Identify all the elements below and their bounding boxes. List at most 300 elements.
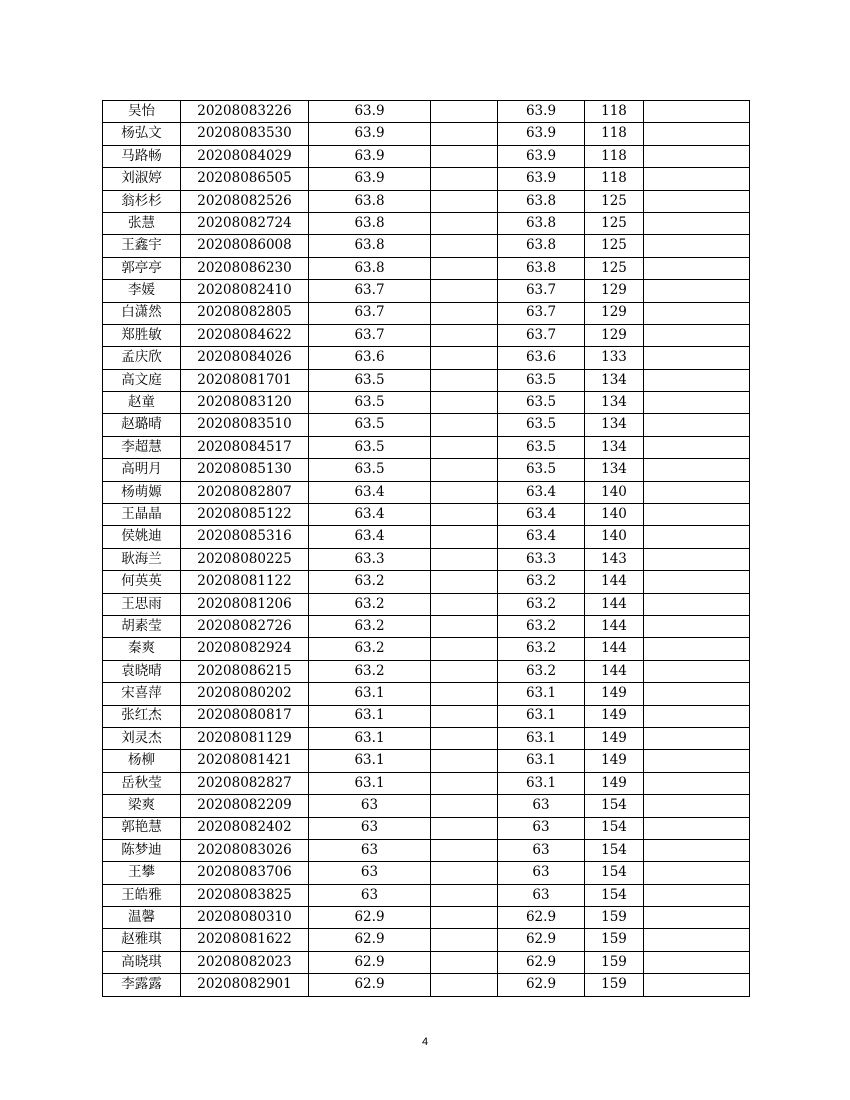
bonus-score-cell xyxy=(431,280,498,302)
remarks-cell xyxy=(644,839,750,861)
rank-cell: 129 xyxy=(585,302,644,324)
table-row xyxy=(103,504,750,526)
bonus-score-cell xyxy=(431,123,498,145)
bonus-score-cell xyxy=(431,145,498,167)
exam-id-cell: 20208081622 xyxy=(181,929,309,951)
total-score-cell: 63.8 xyxy=(498,212,585,234)
table-row xyxy=(103,235,750,257)
bonus-score-cell xyxy=(431,750,498,772)
rank-cell: 118 xyxy=(585,145,644,167)
exam-id-cell: 20208081206 xyxy=(181,593,309,615)
bonus-score-cell xyxy=(431,481,498,503)
name-cell: 赵雅琪 xyxy=(103,929,181,951)
rank-cell: 159 xyxy=(585,907,644,929)
exam-id-cell: 20208080225 xyxy=(181,548,309,570)
written-score-cell: 63.2 xyxy=(309,593,431,615)
remarks-cell xyxy=(644,324,750,346)
remarks-cell xyxy=(644,392,750,414)
rank-cell: 125 xyxy=(585,190,644,212)
written-score-cell: 63.1 xyxy=(309,727,431,749)
name-cell: 刘淑婷 xyxy=(103,168,181,190)
written-score-cell: 63.8 xyxy=(309,212,431,234)
table-row xyxy=(103,907,750,929)
rank-cell: 129 xyxy=(585,324,644,346)
exam-id-cell: 20208086215 xyxy=(181,660,309,682)
rank-cell: 140 xyxy=(585,526,644,548)
name-cell: 赵童 xyxy=(103,392,181,414)
table-row xyxy=(103,280,750,302)
total-score-cell: 63 xyxy=(498,884,585,906)
table-row xyxy=(103,974,750,996)
name-cell: 王皓雅 xyxy=(103,884,181,906)
table-row xyxy=(103,839,750,861)
total-score-cell: 63.1 xyxy=(498,705,585,727)
table-row xyxy=(103,615,750,637)
written-score-cell: 63.2 xyxy=(309,660,431,682)
bonus-score-cell xyxy=(431,101,498,123)
table-row xyxy=(103,593,750,615)
exam-id-cell: 20208082807 xyxy=(181,481,309,503)
rank-cell: 149 xyxy=(585,705,644,727)
total-score-cell: 63.9 xyxy=(498,145,585,167)
name-cell: 郭亭亭 xyxy=(103,257,181,279)
remarks-cell xyxy=(644,436,750,458)
written-score-cell: 63.4 xyxy=(309,526,431,548)
bonus-score-cell xyxy=(431,951,498,973)
remarks-cell xyxy=(644,705,750,727)
name-cell: 杨萌嫄 xyxy=(103,481,181,503)
written-score-cell: 62.9 xyxy=(309,907,431,929)
remarks-cell xyxy=(644,235,750,257)
rank-cell: 134 xyxy=(585,414,644,436)
bonus-score-cell xyxy=(431,257,498,279)
remarks-cell xyxy=(644,862,750,884)
name-cell: 吴怡 xyxy=(103,101,181,123)
bonus-score-cell xyxy=(431,369,498,391)
written-score-cell: 63.5 xyxy=(309,414,431,436)
total-score-cell: 63.5 xyxy=(498,369,585,391)
total-score-cell: 63.1 xyxy=(498,750,585,772)
remarks-cell xyxy=(644,683,750,705)
bonus-score-cell xyxy=(431,817,498,839)
rank-cell: 133 xyxy=(585,347,644,369)
name-cell: 张慧 xyxy=(103,212,181,234)
bonus-score-cell xyxy=(431,212,498,234)
written-score-cell: 63.5 xyxy=(309,369,431,391)
name-cell: 郑胜敏 xyxy=(103,324,181,346)
written-score-cell: 63.2 xyxy=(309,571,431,593)
bonus-score-cell xyxy=(431,660,498,682)
table-row xyxy=(103,884,750,906)
table-row xyxy=(103,459,750,481)
remarks-cell xyxy=(644,190,750,212)
total-score-cell: 63.7 xyxy=(498,280,585,302)
written-score-cell: 63.5 xyxy=(309,459,431,481)
written-score-cell: 63.8 xyxy=(309,190,431,212)
bonus-score-cell xyxy=(431,548,498,570)
name-cell: 胡素莹 xyxy=(103,615,181,637)
name-cell: 郭艳慧 xyxy=(103,817,181,839)
written-score-cell: 63.7 xyxy=(309,302,431,324)
written-score-cell: 63.9 xyxy=(309,145,431,167)
total-score-cell: 63.2 xyxy=(498,615,585,637)
written-score-cell: 63 xyxy=(309,817,431,839)
exam-id-cell: 20208083226 xyxy=(181,101,309,123)
exam-id-cell: 20208083120 xyxy=(181,392,309,414)
written-score-cell: 63.5 xyxy=(309,392,431,414)
remarks-cell xyxy=(644,795,750,817)
written-score-cell: 63.1 xyxy=(309,772,431,794)
bonus-score-cell xyxy=(431,347,498,369)
total-score-cell: 63.9 xyxy=(498,101,585,123)
exam-id-cell: 20208085316 xyxy=(181,526,309,548)
written-score-cell: 63.7 xyxy=(309,280,431,302)
table-row xyxy=(103,101,750,123)
bonus-score-cell xyxy=(431,929,498,951)
table-row xyxy=(103,772,750,794)
rank-cell: 154 xyxy=(585,884,644,906)
name-cell: 梁爽 xyxy=(103,795,181,817)
table-row xyxy=(103,369,750,391)
exam-id-cell: 20208083530 xyxy=(181,123,309,145)
total-score-cell: 63 xyxy=(498,795,585,817)
total-score-cell: 63.1 xyxy=(498,772,585,794)
name-cell: 杨柳 xyxy=(103,750,181,772)
remarks-cell xyxy=(644,750,750,772)
name-cell: 陈梦迪 xyxy=(103,839,181,861)
bonus-score-cell xyxy=(431,526,498,548)
exam-id-cell: 20208082827 xyxy=(181,772,309,794)
total-score-cell: 63.5 xyxy=(498,459,585,481)
exam-id-cell: 20208080310 xyxy=(181,907,309,929)
exam-id-cell: 20208082209 xyxy=(181,795,309,817)
written-score-cell: 63 xyxy=(309,884,431,906)
exam-id-cell: 20208082901 xyxy=(181,974,309,996)
table-row xyxy=(103,302,750,324)
table-row xyxy=(103,683,750,705)
table-row xyxy=(103,145,750,167)
rank-cell: 134 xyxy=(585,436,644,458)
name-cell: 王鑫宇 xyxy=(103,235,181,257)
table-row xyxy=(103,571,750,593)
written-score-cell: 63.5 xyxy=(309,436,431,458)
name-cell: 王攀 xyxy=(103,862,181,884)
table-row xyxy=(103,168,750,190)
rank-cell: 118 xyxy=(585,123,644,145)
remarks-cell xyxy=(644,727,750,749)
written-score-cell: 63 xyxy=(309,862,431,884)
table-row xyxy=(103,257,750,279)
table-row xyxy=(103,212,750,234)
name-cell: 岳秋莹 xyxy=(103,772,181,794)
rank-cell: 144 xyxy=(585,571,644,593)
total-score-cell: 63.2 xyxy=(498,571,585,593)
bonus-score-cell xyxy=(431,638,498,660)
remarks-cell xyxy=(644,481,750,503)
exam-id-cell: 20208083510 xyxy=(181,414,309,436)
remarks-cell xyxy=(644,414,750,436)
name-cell: 高晓琪 xyxy=(103,951,181,973)
table-row xyxy=(103,190,750,212)
bonus-score-cell xyxy=(431,683,498,705)
table-row xyxy=(103,548,750,570)
name-cell: 王思雨 xyxy=(103,593,181,615)
remarks-cell xyxy=(644,168,750,190)
total-score-cell: 63.8 xyxy=(498,257,585,279)
rank-cell: 140 xyxy=(585,504,644,526)
total-score-cell: 63.1 xyxy=(498,727,585,749)
rank-cell: 159 xyxy=(585,974,644,996)
remarks-cell xyxy=(644,145,750,167)
remarks-cell xyxy=(644,548,750,570)
exam-id-cell: 20208081122 xyxy=(181,571,309,593)
exam-id-cell: 20208083706 xyxy=(181,862,309,884)
bonus-score-cell xyxy=(431,504,498,526)
rank-cell: 134 xyxy=(585,459,644,481)
exam-id-cell: 20208086230 xyxy=(181,257,309,279)
name-cell: 翁杉杉 xyxy=(103,190,181,212)
rank-cell: 144 xyxy=(585,593,644,615)
bonus-score-cell xyxy=(431,974,498,996)
total-score-cell: 63.9 xyxy=(498,123,585,145)
exam-id-cell: 20208082023 xyxy=(181,951,309,973)
exam-id-cell: 20208084622 xyxy=(181,324,309,346)
name-cell: 张红杰 xyxy=(103,705,181,727)
bonus-score-cell xyxy=(431,884,498,906)
exam-id-cell: 20208081129 xyxy=(181,727,309,749)
bonus-score-cell xyxy=(431,615,498,637)
total-score-cell: 63.5 xyxy=(498,414,585,436)
written-score-cell: 63.8 xyxy=(309,257,431,279)
name-cell: 宋喜萍 xyxy=(103,683,181,705)
remarks-cell xyxy=(644,638,750,660)
total-score-cell: 62.9 xyxy=(498,929,585,951)
table-row xyxy=(103,951,750,973)
written-score-cell: 63.9 xyxy=(309,168,431,190)
rank-cell: 125 xyxy=(585,212,644,234)
total-score-cell: 63.4 xyxy=(498,504,585,526)
name-cell: 李露露 xyxy=(103,974,181,996)
exam-id-cell: 20208084517 xyxy=(181,436,309,458)
exam-id-cell: 20208080202 xyxy=(181,683,309,705)
bonus-score-cell xyxy=(431,795,498,817)
written-score-cell: 62.9 xyxy=(309,929,431,951)
table-row xyxy=(103,795,750,817)
table-row xyxy=(103,526,750,548)
remarks-cell xyxy=(644,504,750,526)
name-cell: 袁晓晴 xyxy=(103,660,181,682)
rank-cell: 140 xyxy=(585,481,644,503)
written-score-cell: 63.6 xyxy=(309,347,431,369)
name-cell: 赵璐晴 xyxy=(103,414,181,436)
remarks-cell xyxy=(644,772,750,794)
written-score-cell: 63 xyxy=(309,839,431,861)
rank-cell: 159 xyxy=(585,951,644,973)
total-score-cell: 63.9 xyxy=(498,168,585,190)
rank-cell: 154 xyxy=(585,862,644,884)
total-score-cell: 63.1 xyxy=(498,683,585,705)
written-score-cell: 63.4 xyxy=(309,504,431,526)
rank-cell: 125 xyxy=(585,235,644,257)
remarks-cell xyxy=(644,817,750,839)
total-score-cell: 63.6 xyxy=(498,347,585,369)
exam-id-cell: 20208083825 xyxy=(181,884,309,906)
rank-cell: 118 xyxy=(585,168,644,190)
rank-cell: 154 xyxy=(585,795,644,817)
table-row xyxy=(103,392,750,414)
total-score-cell: 62.9 xyxy=(498,907,585,929)
name-cell: 马路畅 xyxy=(103,145,181,167)
exam-id-cell: 20208084026 xyxy=(181,347,309,369)
name-cell: 杨弘文 xyxy=(103,123,181,145)
rank-cell: 125 xyxy=(585,257,644,279)
name-cell: 高文庭 xyxy=(103,369,181,391)
written-score-cell: 63.2 xyxy=(309,615,431,637)
rank-cell: 149 xyxy=(585,727,644,749)
exam-id-cell: 20208082526 xyxy=(181,190,309,212)
table-row xyxy=(103,817,750,839)
written-score-cell: 63.9 xyxy=(309,123,431,145)
exam-id-cell: 20208083026 xyxy=(181,839,309,861)
written-score-cell: 63.1 xyxy=(309,683,431,705)
rank-cell: 129 xyxy=(585,280,644,302)
exam-id-cell: 20208081421 xyxy=(181,750,309,772)
total-score-cell: 62.9 xyxy=(498,951,585,973)
bonus-score-cell xyxy=(431,459,498,481)
table-row xyxy=(103,324,750,346)
remarks-cell xyxy=(644,907,750,929)
table-row xyxy=(103,414,750,436)
bonus-score-cell xyxy=(431,168,498,190)
bonus-score-cell xyxy=(431,839,498,861)
name-cell: 侯姚迪 xyxy=(103,526,181,548)
table-row xyxy=(103,750,750,772)
bonus-score-cell xyxy=(431,705,498,727)
remarks-cell xyxy=(644,615,750,637)
table-row xyxy=(103,347,750,369)
exam-id-cell: 20208082726 xyxy=(181,615,309,637)
total-score-cell: 63.8 xyxy=(498,190,585,212)
name-cell: 刘灵杰 xyxy=(103,727,181,749)
rank-cell: 118 xyxy=(585,101,644,123)
name-cell: 何英英 xyxy=(103,571,181,593)
written-score-cell: 63.1 xyxy=(309,750,431,772)
remarks-cell xyxy=(644,347,750,369)
total-score-cell: 63.7 xyxy=(498,302,585,324)
page-number: 4 xyxy=(421,1036,429,1048)
remarks-cell xyxy=(644,951,750,973)
table-row xyxy=(103,123,750,145)
name-cell: 李媛 xyxy=(103,280,181,302)
total-score-cell: 63 xyxy=(498,839,585,861)
remarks-cell xyxy=(644,974,750,996)
exam-id-cell: 20208082402 xyxy=(181,817,309,839)
bonus-score-cell xyxy=(431,392,498,414)
written-score-cell: 63.3 xyxy=(309,548,431,570)
name-cell: 耿海兰 xyxy=(103,548,181,570)
bonus-score-cell xyxy=(431,324,498,346)
rank-cell: 144 xyxy=(585,660,644,682)
exam-id-cell: 20208082410 xyxy=(181,280,309,302)
table-row xyxy=(103,436,750,458)
rank-cell: 149 xyxy=(585,750,644,772)
written-score-cell: 63.8 xyxy=(309,235,431,257)
bonus-score-cell xyxy=(431,436,498,458)
bonus-score-cell xyxy=(431,235,498,257)
rank-cell: 134 xyxy=(585,369,644,391)
remarks-cell xyxy=(644,257,750,279)
total-score-cell: 63.2 xyxy=(498,660,585,682)
exam-id-cell: 20208082805 xyxy=(181,302,309,324)
table-row xyxy=(103,705,750,727)
score-table-body xyxy=(103,101,750,997)
bonus-score-cell xyxy=(431,414,498,436)
bonus-score-cell xyxy=(431,907,498,929)
written-score-cell: 62.9 xyxy=(309,974,431,996)
table-row xyxy=(103,862,750,884)
table-row xyxy=(103,727,750,749)
exam-id-cell: 20208084029 xyxy=(181,145,309,167)
rank-cell: 154 xyxy=(585,817,644,839)
rank-cell: 154 xyxy=(585,839,644,861)
total-score-cell: 63.8 xyxy=(498,235,585,257)
name-cell: 孟庆欣 xyxy=(103,347,181,369)
table-row xyxy=(103,660,750,682)
written-score-cell: 63.9 xyxy=(309,101,431,123)
bonus-score-cell xyxy=(431,727,498,749)
exam-id-cell: 20208085130 xyxy=(181,459,309,481)
bonus-score-cell xyxy=(431,772,498,794)
bonus-score-cell xyxy=(431,593,498,615)
written-score-cell: 63.2 xyxy=(309,638,431,660)
table-row xyxy=(103,929,750,951)
written-score-cell: 63.1 xyxy=(309,705,431,727)
total-score-cell: 63.2 xyxy=(498,638,585,660)
remarks-cell xyxy=(644,459,750,481)
remarks-cell xyxy=(644,212,750,234)
table-row xyxy=(103,481,750,503)
total-score-cell: 63.3 xyxy=(498,548,585,570)
name-cell: 高明月 xyxy=(103,459,181,481)
rank-cell: 143 xyxy=(585,548,644,570)
exam-id-cell: 20208085122 xyxy=(181,504,309,526)
rank-cell: 134 xyxy=(585,392,644,414)
remarks-cell xyxy=(644,302,750,324)
total-score-cell: 63 xyxy=(498,862,585,884)
bonus-score-cell xyxy=(431,302,498,324)
total-score-cell: 63 xyxy=(498,817,585,839)
remarks-cell xyxy=(644,280,750,302)
written-score-cell: 63 xyxy=(309,795,431,817)
total-score-cell: 63.5 xyxy=(498,436,585,458)
exam-id-cell: 20208082924 xyxy=(181,638,309,660)
remarks-cell xyxy=(644,526,750,548)
total-score-cell: 62.9 xyxy=(498,974,585,996)
remarks-cell xyxy=(644,884,750,906)
score-table xyxy=(102,100,750,997)
exam-id-cell: 20208080817 xyxy=(181,705,309,727)
exam-id-cell: 20208086505 xyxy=(181,168,309,190)
total-score-cell: 63.5 xyxy=(498,392,585,414)
remarks-cell xyxy=(644,660,750,682)
rank-cell: 159 xyxy=(585,929,644,951)
bonus-score-cell xyxy=(431,571,498,593)
total-score-cell: 63.7 xyxy=(498,324,585,346)
table-row xyxy=(103,638,750,660)
total-score-cell: 63.4 xyxy=(498,526,585,548)
rank-cell: 144 xyxy=(585,638,644,660)
written-score-cell: 62.9 xyxy=(309,951,431,973)
